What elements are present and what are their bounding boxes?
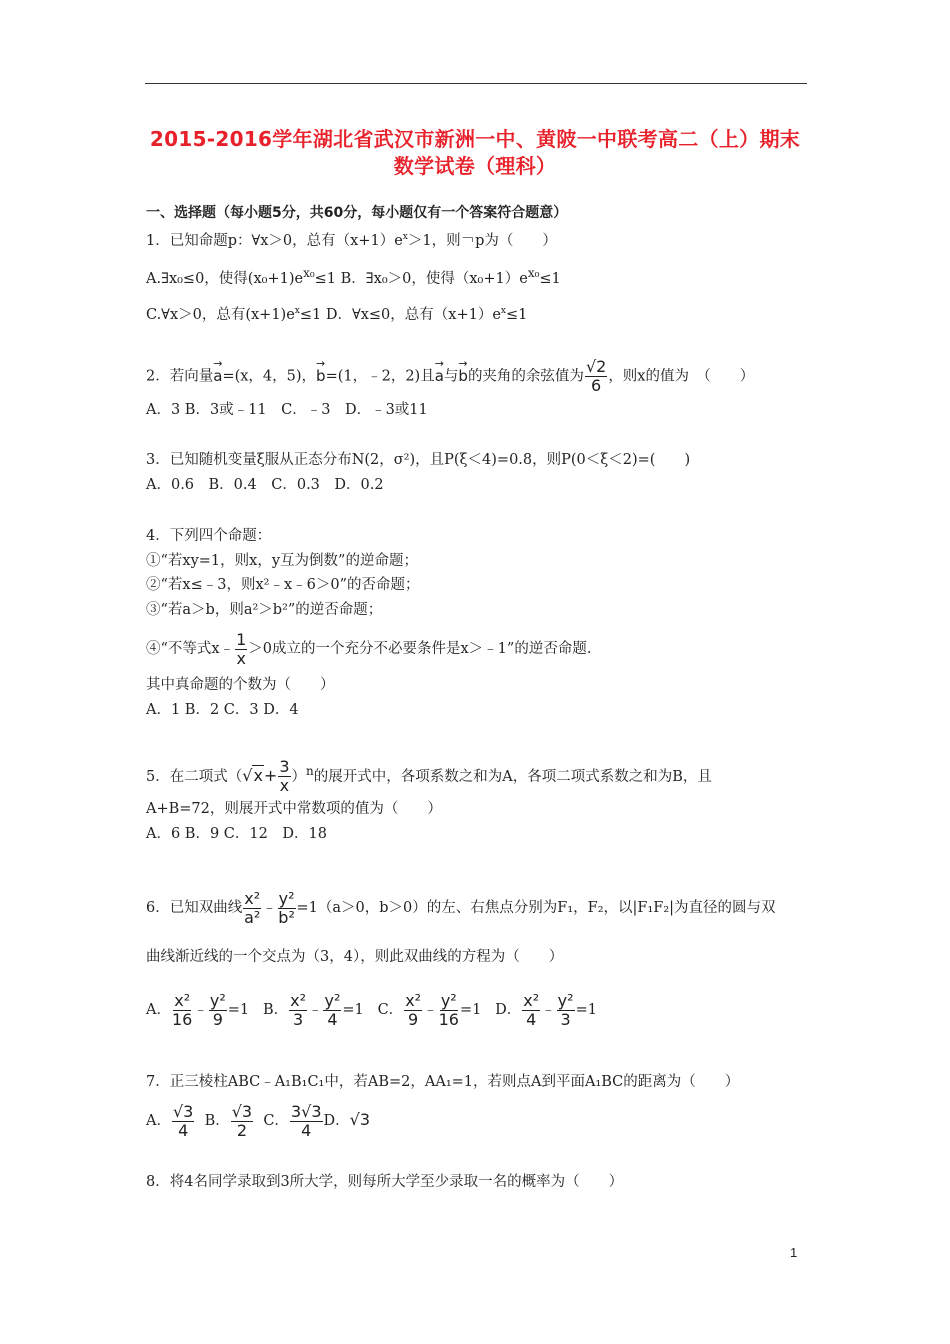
q6-line-2: 曲线渐近线的一个交点为（3，4），则此双曲线的方程为（ ） [146, 949, 564, 965]
q8-stem: 8．将4名同学录取到3所大学，则每所大学至少录取一名的概率为（ ） [146, 1174, 624, 1190]
q4-item-1: ①“若xy=1，则x，y互为倒数”的逆命题； [146, 553, 418, 569]
q3-stem: 3．已知随机变量ξ服从正态分布N(2，σ²)，且P(ξ＜4)=0.8，则P(0＜ξ＜2)=( ) [146, 452, 691, 468]
section-heading: 一、选择题（每小题5分，共60分，每小题仅有一个答案符合题意） [146, 205, 568, 221]
q4-stem: 4．下列四个命题： [146, 528, 272, 544]
q7-stem: 7．正三棱柱ABC﹣A₁B₁C₁中，若AB=2，AA₁=1，若则点A到平面A₁BC的距离为（ ） [146, 1074, 740, 1090]
page-number: 1 [790, 1245, 798, 1260]
q4-options: A．1 B．2 C．3 D．4 [146, 702, 299, 718]
q3-options: A．0.6 B．0.4 C．0.3 D．0.2 [146, 477, 384, 493]
q2-fraction: $\frac{√2}{6}$ [585, 357, 607, 395]
q1-stem: 1．已知命题p：∀x＞0，总有$(x+1)e^x>1$，则￢p为（ ） [146, 232, 557, 249]
q5-options: A．6 B．9 C．12 D．18 [146, 826, 327, 842]
q4-item-4: ④“不等式x﹣ $\frac{1}{x}$ ＞0成立的一个充分不必要条件是x＞﹣1”的逆否命题. [146, 629, 592, 668]
q5-line-2: A+B=72，则展开式中常数项的值为（ ） [146, 801, 442, 817]
q2-stem: 2．若向量→ a=(x，4，5)，→ b=(1，﹣2，2)且→ a与→ b的夹角的余弦值为 $\frac{√2}{6}$ ，则x的值为 （ ） [146, 358, 754, 395]
title-line-2: 数学试卷（理科） [393, 154, 557, 178]
q6-stem: 6．已知双曲线 $\frac{\text{x²}}{\text{a²}}$ ﹣ $\frac{\text{y²}}{\text{b²}}$ =1（a＞0，b＞0）的左、右焦点分别为F₁，F₂，以|F₁F₂|为直径的圆与双 [146, 888, 776, 927]
q1-options-cd: C.∀x＞0，总有$(x+1)e^x\le 1$ D．∀x≤0，总有$(x+1)e^x\le 1$ [146, 306, 528, 323]
q5-stem: 5．在二项式（√x+ $\frac{3}{x}$ ）$^n$的展开式中，各项系数之和为A，各项二项式系数之和为B，且 [146, 757, 712, 796]
header-rule [145, 83, 807, 84]
q1-options-ab: A.∃x₀≤0，使得$(x_0+1)e^{x_0}\le 1$ B．∃x₀＞0，使得$(x_0+1)e^{x_0}\le 1$ [146, 266, 561, 287]
q2-options: A．3 B．3或﹣11 C．﹣3 D．﹣3或11 [146, 402, 428, 418]
q7-options: A． $\frac{√3}{4}$ B． $\frac{√3}{2}$ C． $\frac{3√3}{4}$ D．√3 [146, 1101, 371, 1140]
q4-item-3: ③“若a＞b，则a²＞b²”的逆否命题； [146, 602, 383, 618]
q4-item-2: ②“若x≤﹣3，则x²﹣x﹣6＞0”的否命题； [146, 577, 420, 593]
vector-a: → a [213, 361, 222, 391]
q4-ask: 其中真命题的个数为（ ） [146, 677, 335, 693]
title-line-1: 2015-2016学年湖北省武汉市新洲一中、黄陂一中联考高二（上）期末 [149, 127, 801, 151]
q6-options: A． $\frac{\text{x²}}{16}$ ﹣ $\frac{\text{y²}}{9}$ =1 B． $\frac{\text{x²}}{3}$ ﹣ $\frac{\text{y²}}{4}$ =1 C． $\frac{\text{x²}}{9}$ ﹣ $\frac{\text{y²}}{16}$ =1 D． $\frac{\text{x²}}{4}$ ﹣ $\frac{\text{y²}}{3}$ =1 [146, 990, 597, 1029]
vector-b: → b [316, 361, 326, 391]
